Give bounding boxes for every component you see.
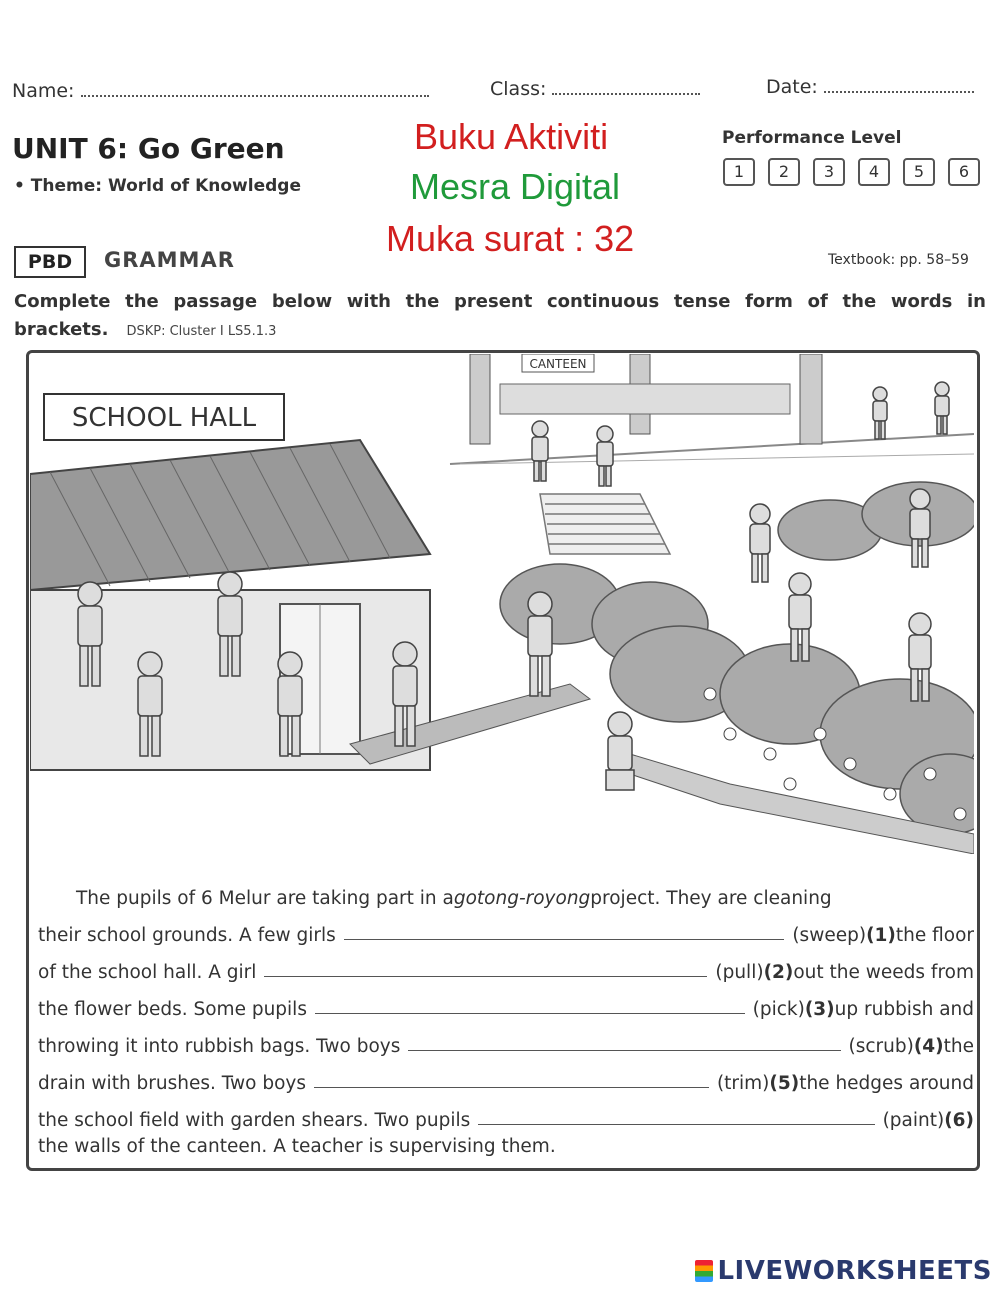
passage-line-7: the school field with garden shears. Two pupils (paint) (6): [38, 1110, 974, 1131]
performance-level-6: 6: [948, 158, 980, 186]
dskp-code: DSKP: Cluster I LS5.1.3: [126, 324, 277, 339]
overlay-mesra-digital: Mesra Digital: [410, 166, 621, 207]
answer-blank-5[interactable]: [314, 1086, 709, 1088]
school-hall-sign-text: SCHOOL HALL: [71, 403, 257, 433]
passage-line-3: of the school hall. A girl (pull) (2) out the weeds from: [38, 962, 974, 983]
performance-level-2: 2: [768, 158, 800, 186]
performance-level-4: 4: [858, 158, 890, 186]
passage-line-2: their school grounds. A few girls (sweep) (1) the floor: [38, 925, 974, 946]
canteen-sign-text: CANTEEN: [529, 357, 587, 371]
passage-line-8: the walls of the canteen. A teacher is supervising them.: [38, 1136, 556, 1157]
unit-title: UNIT 6: Go Green: [12, 132, 285, 165]
performance-level-title: Performance Level: [722, 128, 902, 148]
answer-blank-2[interactable]: [264, 975, 707, 977]
pbd-tag: PBD: [14, 246, 86, 278]
school-hall-sign: [44, 394, 284, 440]
textbook-reference: Textbook: pp. 58–59: [828, 252, 969, 268]
date-label: Date:: [766, 76, 974, 98]
answer-blank-4[interactable]: [408, 1049, 840, 1051]
performance-level-3: 3: [813, 158, 845, 186]
passage-line-4: the flower beds. Some pupils (pick) (3) up rubbish and: [38, 999, 974, 1020]
stairs: [540, 494, 670, 554]
passage-line-6: drain with brushes. Two boys (trim) (5) the hedges around: [38, 1073, 974, 1094]
answer-blank-3[interactable]: [315, 1012, 745, 1014]
logo-icon: [695, 1260, 713, 1282]
passage: [38, 872, 974, 1157]
canteen-sign: [522, 354, 594, 372]
name-label: Name:: [12, 80, 429, 102]
instruction: Complete the passage below with the present continuous tense form of the words in brackets. DSKP: Cluster I LS5.1.3: [14, 291, 986, 340]
passage-line-1: The pupils of 6 Melur are taking part in a gotong-royong project. They are cleaning: [76, 888, 832, 909]
answer-blank-6[interactable]: [478, 1123, 874, 1125]
performance-level-1: 1: [723, 158, 755, 186]
school-illustration: [30, 354, 974, 854]
unit-theme: • Theme: World of Knowledge: [14, 176, 301, 196]
overlay-buku-aktiviti: Buku Aktiviti: [414, 116, 609, 157]
performance-level-5: 5: [903, 158, 935, 186]
passage-line-5: throwing it into rubbish bags. Two boys (scrub) (4) the: [38, 1036, 974, 1057]
class-label: Class:: [490, 78, 700, 100]
section-title: GRAMMAR: [104, 248, 235, 272]
answer-blank-1[interactable]: [344, 938, 785, 940]
liveworksheets-logo: LIVEWORKSHEETS: [695, 1256, 992, 1286]
overlay-muka-surat: Muka surat : 32: [386, 218, 635, 259]
